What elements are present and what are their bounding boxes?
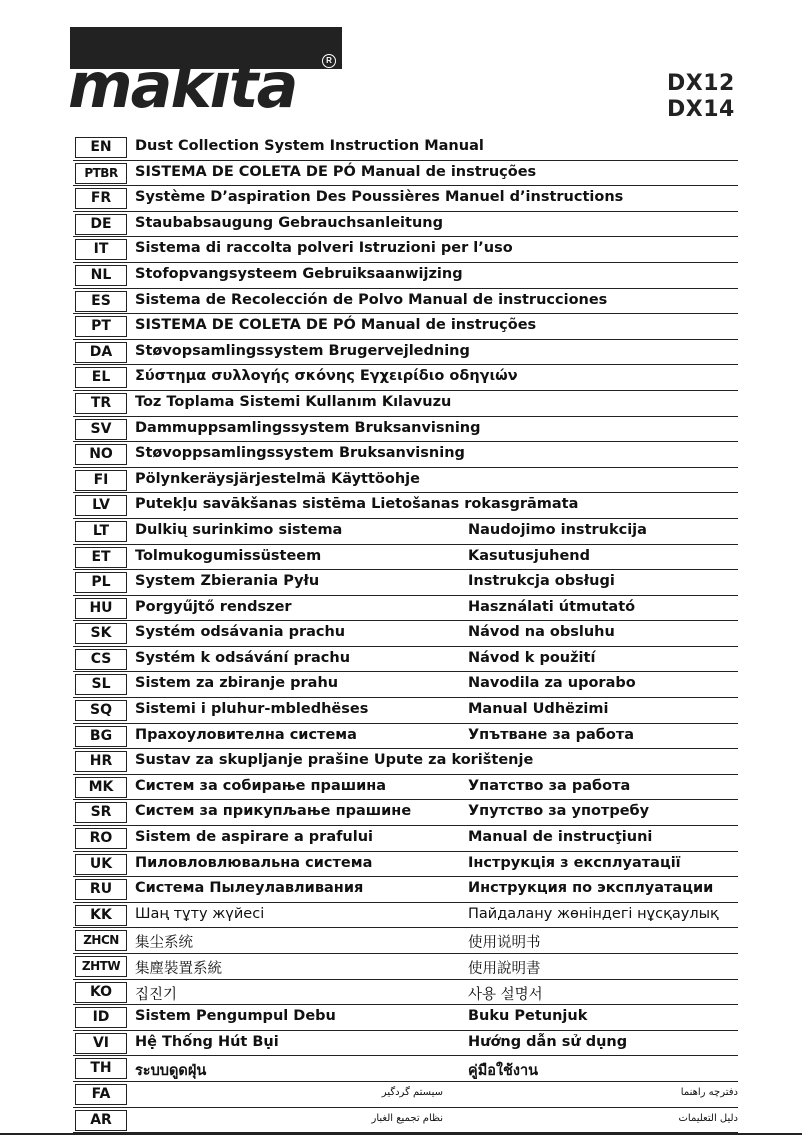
manual-subtitle: 使用說明書 <box>468 961 541 977</box>
manual-subtitle: 사용 설명서 <box>468 986 543 1003</box>
manual-title: Систем за прикупљање прашине <box>135 803 412 820</box>
language-row <box>73 621 738 647</box>
language-row <box>73 314 738 340</box>
manual-title: Sistem de aspirare a prafului <box>135 829 374 846</box>
language-code: TR <box>75 393 127 414</box>
language-row <box>73 340 738 366</box>
manual-title: Hệ Thống Hút Bụi <box>135 1033 279 1050</box>
language-row <box>73 775 738 801</box>
registered-mark-icon: R <box>322 54 336 68</box>
manual-title: Система Пылеулавливания <box>135 880 364 897</box>
manual-title: Støvoppsamlingssystem Bruksanvisning <box>135 445 465 462</box>
model-number: DX14 <box>667 97 735 122</box>
manual-subtitle: دفترچه راهنما <box>680 1086 738 1098</box>
language-list <box>73 135 738 1133</box>
manual-title: Dammuppsamlingssystem Bruksanvisning <box>135 419 481 436</box>
language-code: FI <box>75 470 127 491</box>
language-code: HR <box>75 751 127 772</box>
manual-title: Sistem Pengumpul Debu <box>135 1008 336 1025</box>
language-row <box>73 903 738 929</box>
manual-title: System Zbierania Pyłu <box>135 573 320 590</box>
language-code: ZHTW <box>75 956 127 977</box>
language-row <box>73 391 738 417</box>
language-code: SK <box>75 623 127 644</box>
manual-subtitle: Упатство за работа <box>468 777 631 794</box>
manual-subtitle: Návod k použití <box>468 649 596 666</box>
language-code: VI <box>75 1033 127 1054</box>
manual-title: Staubabsaugung Gebrauchsanleitung <box>135 214 443 231</box>
language-code: PTBR <box>75 163 127 184</box>
language-code: EN <box>75 137 127 158</box>
manual-title: Sistema de Recolección de Polvo Manual de instrucciones <box>135 291 608 308</box>
manual-subtitle: Hướng dẫn sử dụng <box>468 1033 628 1050</box>
language-code: NO <box>75 444 127 465</box>
language-row <box>73 519 738 545</box>
language-code: LV <box>75 495 127 516</box>
manual-title: Пиловловлювальна система <box>135 854 373 871</box>
manual-subtitle: Instrukcja obsługi <box>468 573 615 590</box>
manual-subtitle: Buku Petunjuk <box>468 1008 588 1025</box>
language-row <box>73 954 738 980</box>
manual-subtitle: دليل التعليمات <box>678 1112 738 1124</box>
language-code: PL <box>75 572 127 593</box>
language-code: SR <box>75 802 127 823</box>
manual-title: Pölynkeräysjärjestelmä Käyttöohje <box>135 470 420 487</box>
language-code: KK <box>75 905 127 926</box>
manual-subtitle: Návod na obsluhu <box>468 624 615 641</box>
manual-title: Dust Collection System Instruction Manual <box>135 138 484 154</box>
language-row <box>73 417 738 443</box>
manual-subtitle: Használati útmutató <box>468 598 636 615</box>
manual-title: Σύστημα συλλογής σκόνης Εγχειρίδιο οδηγιών <box>135 368 518 385</box>
manual-title: Systém odsávania prachu <box>135 624 346 641</box>
language-code: DA <box>75 342 127 363</box>
language-code: RU <box>75 879 127 900</box>
manual-title: Stofopvangsysteem Gebruiksaanwijzing <box>135 265 463 282</box>
language-code: TH <box>75 1058 127 1079</box>
manual-subtitle: Інструкція з експлуатації <box>468 854 681 871</box>
language-row <box>73 263 738 289</box>
manual-title: Toz Toplama Sistemi Kullanım Kılavuzu <box>135 393 452 410</box>
language-code: SV <box>75 419 127 440</box>
manual-title: Прахоуловителна система <box>135 726 357 743</box>
language-code: LT <box>75 521 127 542</box>
language-row <box>73 135 738 161</box>
language-row <box>73 647 738 673</box>
language-row <box>73 852 738 878</box>
manual-title: نظام تجميع الغبار <box>371 1112 443 1124</box>
manual-subtitle: Пайдалану жөніндегі нұсқаулық <box>468 905 719 922</box>
language-row <box>73 749 738 775</box>
manual-title: Sistemi i pluhur-mbledhëses <box>135 701 369 718</box>
language-code: ET <box>75 547 127 568</box>
language-code: KO <box>75 982 127 1003</box>
language-row <box>73 493 738 519</box>
language-code: NL <box>75 265 127 286</box>
language-row <box>73 442 738 468</box>
manual-title: ระบบดูดฝุ่น <box>135 1063 207 1080</box>
language-row <box>73 724 738 750</box>
language-code: CS <box>75 649 127 670</box>
manual-title: 集尘系统 <box>135 935 193 952</box>
manual-title: Putekļu savākšanas sistēma Lietošanas rokasgrāmata <box>135 496 579 513</box>
manual-title: Dulkių surinkimo sistema <box>135 521 343 538</box>
language-code: BG <box>75 726 127 747</box>
manual-title: سیستم گردگیر <box>381 1086 443 1098</box>
manual-subtitle: Manual Udhëzimi <box>468 701 609 718</box>
manual-subtitle: 使用说明书 <box>468 935 541 952</box>
makita-logo <box>68 27 342 122</box>
language-code: SQ <box>75 700 127 721</box>
language-row <box>73 212 738 238</box>
logo-wordmark: makita <box>68 49 297 122</box>
language-row <box>73 468 738 494</box>
language-code: FA <box>75 1084 127 1105</box>
language-code: RO <box>75 828 127 849</box>
manual-subtitle: Naudojimo instrukcija <box>468 521 647 538</box>
language-code: DE <box>75 214 127 235</box>
language-code: PT <box>75 316 127 337</box>
manual-title: Систем за собирање прашина <box>135 777 387 794</box>
language-row <box>73 672 738 698</box>
language-row <box>73 289 738 315</box>
manual-subtitle: Manual de instrucţiuni <box>468 829 653 846</box>
language-row <box>73 1056 738 1082</box>
language-row <box>73 365 738 391</box>
manual-title: Sistem za zbiranje prahu <box>135 675 339 692</box>
language-row <box>73 570 738 596</box>
manual-title: Systém k odsávání prachu <box>135 649 351 666</box>
language-code: IT <box>75 239 127 260</box>
language-code: UK <box>75 854 127 875</box>
language-code: AR <box>75 1110 127 1131</box>
footer-divider <box>0 1133 802 1135</box>
language-row <box>73 980 738 1006</box>
language-row <box>73 1108 738 1134</box>
manual-subtitle: Инструкция по эксплуатации <box>468 880 714 897</box>
language-row <box>73 877 738 903</box>
manual-subtitle: Kasutusjuhend <box>468 547 591 564</box>
manual-title: SISTEMA DE COLETA DE PÓ Manual de instruções <box>135 317 537 334</box>
manual-title: Sistema di raccolta polveri Istruzioni per l’uso <box>135 240 513 257</box>
language-row <box>73 237 738 263</box>
language-row <box>73 1031 738 1057</box>
manual-title: SISTEMA DE COLETA DE PÓ Manual de instruções <box>135 163 537 180</box>
language-code: MK <box>75 777 127 798</box>
manual-title: Tolmukogumissüsteem <box>135 547 322 564</box>
manual-title: 집진기 <box>135 986 178 1003</box>
manual-title: Шаң тұту жүйесі <box>135 905 265 922</box>
language-row <box>73 1005 738 1031</box>
language-row <box>73 1082 738 1108</box>
language-row <box>73 698 738 724</box>
manual-subtitle: Упътване за работа <box>468 726 635 743</box>
manual-subtitle: Navodila za uporabo <box>468 675 636 692</box>
manual-title: Système D’aspiration Des Poussières Manuel d’instructions <box>135 189 624 206</box>
manual-title: Porgyűjtő rendszer <box>135 598 292 615</box>
manual-subtitle: Упутство за употребу <box>468 803 650 820</box>
manual-title: Støvopsamlingssystem Brugervejledning <box>135 342 470 359</box>
language-code: ID <box>75 1007 127 1028</box>
model-number: DX12 <box>667 71 735 96</box>
language-row <box>73 161 738 187</box>
language-code: ZHCN <box>75 930 127 951</box>
manual-subtitle: คู่มือใช้งาน <box>468 1063 539 1080</box>
language-row <box>73 596 738 622</box>
language-code: ES <box>75 291 127 312</box>
language-row <box>73 186 738 212</box>
language-row <box>73 928 738 954</box>
language-row <box>73 826 738 852</box>
language-code: SL <box>75 674 127 695</box>
language-code: HU <box>75 598 127 619</box>
language-row <box>73 545 738 571</box>
language-row <box>73 800 738 826</box>
language-code: EL <box>75 367 127 388</box>
manual-title: 集塵裝置系統 <box>135 961 222 977</box>
language-code: FR <box>75 188 127 209</box>
manual-title: Sustav za skupljanje prašine Upute za korištenje <box>135 752 534 769</box>
